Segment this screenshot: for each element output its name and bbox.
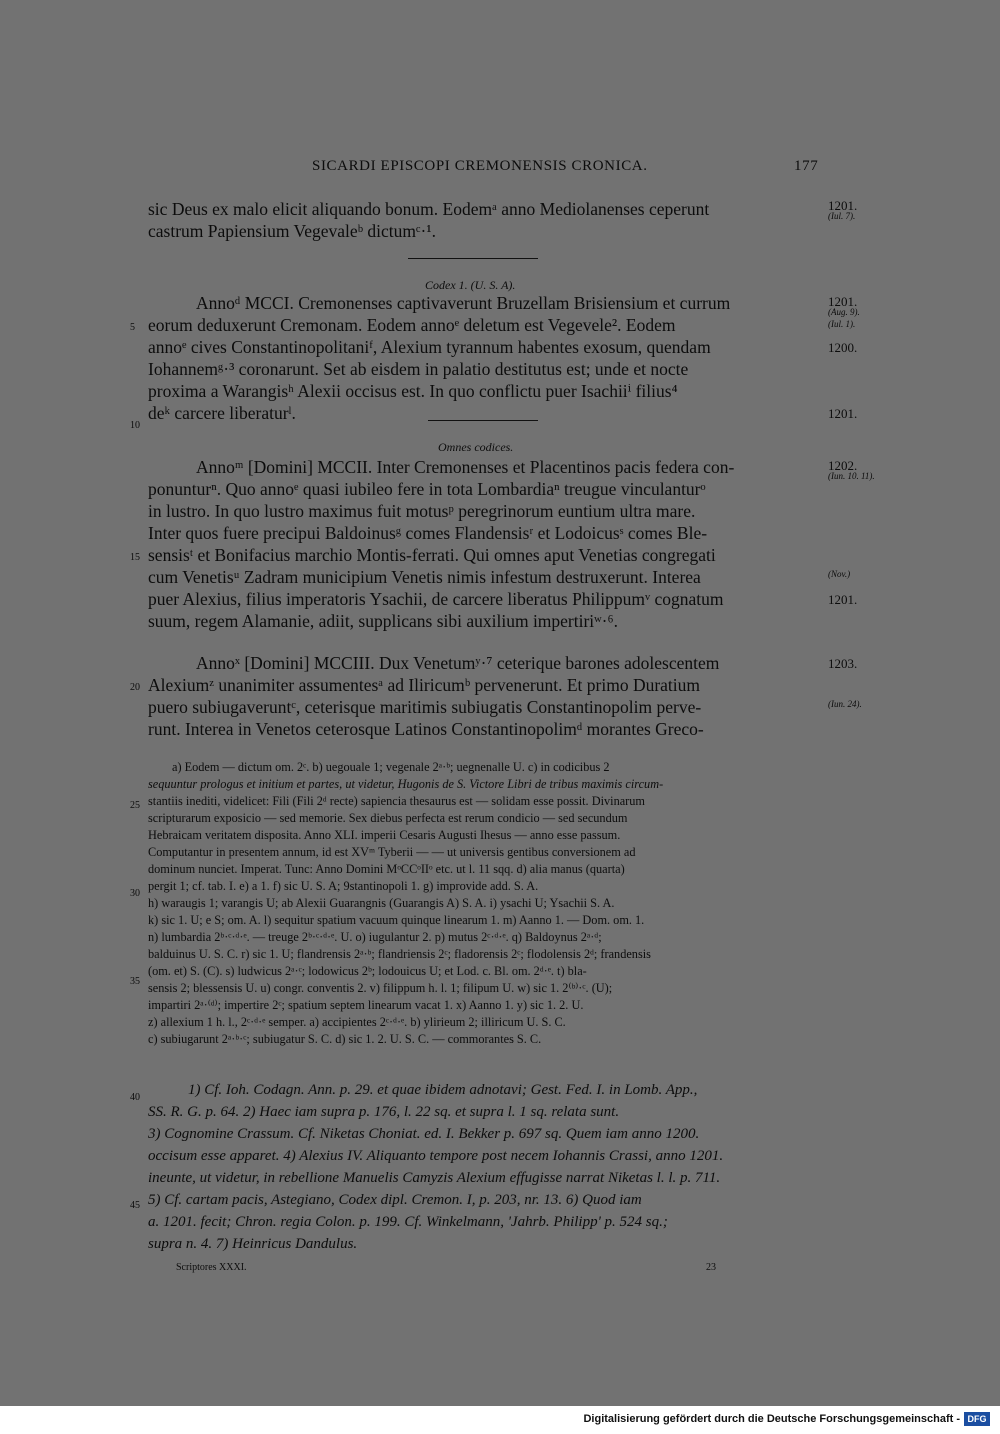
volume-label: Scriptores XXXI.	[176, 1262, 247, 1273]
critical-note: k) sic 1. U; e S; om. A. l) sequitur spatium vacuum quinque linearum 1. m) Aanno 1. — Dom. om. 1.	[148, 913, 645, 927]
body-line: Alexiumᶻ unanimiter assumentesᵃ ad Iliricumᵇ pervenerunt. Et primo Duratium	[148, 675, 701, 695]
critical-note: Hebraicam veritatem disposita. Anno XLI. imperii Cesaris Augusti Ihesus — anno esse passum.	[148, 828, 621, 842]
section-label: Omnes codices.	[438, 440, 514, 454]
footnote: a. 1201. fecit; Chron. regia Colon. p. 199. Cf. Winkelmann, 'Jahrb. Philipp' p. 524 sq.;	[148, 1214, 668, 1230]
line-number: 15	[130, 552, 140, 563]
body-line: ponunturⁿ. Quo annoᵉ quasi iubileo fere in tota Lombardiaⁿ treugue vinculanturᵒ	[148, 479, 706, 499]
body-line: runt. Interea in Venetos ceterosque Latinos Constantinopolimᵈ morantes Greco-	[148, 719, 704, 739]
body-line: Annoᵐ [Domini] MCCII. Inter Cremonenses et Placentinos pacis federa con-	[196, 457, 735, 477]
critical-note: z) allexium 1 h. l., 2ᶜ·ᵈ·ᵉ semper. a) accipientes 2ᶜ·ᵈ·ᵉ. b) ylirieum 2; illiricum U. S. C.	[148, 1015, 566, 1029]
margin-date: 1203.	[828, 656, 858, 671]
dfg-logo-icon: DFG	[964, 1412, 990, 1426]
critical-note: balduinus U. S. C. r) sic 1. U; flandrensis 2ᵃ·ᵇ; flandriensis 2ᶜ; fladorensis 2ᶜ; flodolensis 2ᵈ; frandensis	[148, 947, 651, 961]
signature-mark: 23	[706, 1262, 716, 1273]
line-number: 30	[130, 888, 140, 899]
critical-note: stantiis inediti, videlicet: Fili (Fili 2ᵈ recte) sapiencia thesaurus est — solidam esse possit. Divinarum	[148, 794, 645, 808]
critical-note: sensis 2; blessensis U. u) congr. conventis 2. v) filippum h. l. 1; filipum U. w) sic 1. 2⁽ᵇ⁾·ᶜ. (U);	[148, 981, 613, 995]
margin-date: (Iul. 1).	[828, 319, 856, 329]
critical-note: impartiri 2ᵃ·⁽ᵈ⁾; impertire 2ᶜ; spatium septem linearum vacat 1. x) Aanno 1. y) sic 1. 2. U.	[148, 998, 584, 1012]
section-separator	[428, 420, 538, 421]
body-line: castrum Papiensium Vegevaleᵇ dictumᶜ·¹.	[148, 221, 436, 241]
critical-note: Computantur in presentem annum, id est XVᵐ Tyberii — — ut universis gentibus conversionem ad	[148, 845, 636, 859]
line-number: 5	[130, 322, 135, 333]
critical-note: scripturarum exposicio — sed memorie. Sex diebus perfecta est rerum condicio — sed secundum	[148, 811, 628, 825]
margin-date: (Iun. 24).	[828, 699, 862, 709]
body-line: Annoᵈ MCCI. Cremonenses captivaverunt Bruzellam Brisiensium et currum	[196, 293, 731, 313]
critical-note: n) lumbardia 2ᵇ·ᶜ·ᵈ·ᵉ. — treuge 2ᵇ·ᶜ·ᵈ·ᵉ. U. o) iugulantur 2. p) mutus 2ᶜ·ᵈ·ᵉ. q) Baldoynus 2ᵃ·ᵈ;	[148, 930, 602, 944]
critical-note: (om. et) S. (C). s) ludwicus 2ᵃ·ᶜ; lodowicus 2ᵇ; lodouicus U; et Lod. c. Bl. om. 2ᵈ·ᵉ. t) bla-	[148, 964, 587, 978]
margin-date: (Nov.)	[828, 569, 851, 579]
section-label: Codex 1. (U. S. A).	[425, 278, 516, 292]
body-line: Inter quos fuere precipui Baldoinusᵍ comes Flandensisʳ et Lodoicusˢ comes Ble-	[148, 523, 708, 543]
funding-bar	[0, 1406, 1000, 1434]
critical-note: h) waraugis 1; varangis U; ab Alexii Guarangnis (Guarangis A) S. A. i) ysachi U; Ysachii S. A.	[148, 896, 615, 910]
body-line: proxima a Warangisʰ Alexii occisus est. In quo conflictu puer Isachiiⁱ filius⁴	[148, 381, 678, 401]
footnote: 3) Cognomine Crassum. Cf. Niketas Choniat. ed. I. Bekker p. 697 sq. Quem iam anno 1200.	[148, 1126, 700, 1142]
section-separator	[408, 258, 538, 259]
critical-note: sequuntur prologus et initium et partes, ut videtur, Hugonis de S. Victore Libri de tribus maximis circum-	[148, 777, 664, 791]
margin-date: 1201. (Iul. 7).	[828, 198, 858, 221]
margin-date: 1200.	[828, 340, 858, 355]
body-line: cum Venetisᵘ Zadram municipium Venetis nimis infestum destruxerunt. Interea	[148, 567, 701, 587]
body-line: puer Alexius, filius imperatoris Ysachii, de carcere liberatus Philippumᵛ cognatum	[148, 589, 724, 609]
body-line: deᵏ carcere liberaturˡ.	[148, 403, 296, 423]
footnote: ineunte, ut videtur, in rebellione Manuelis Camyzis Alexium effugisse narrat Niketas l. l. p. 711.	[148, 1170, 721, 1186]
critical-note: dominum nunciet. Imperat. Tunc: Anno Domini MᵒCCᵒIIᵒ etc. ut l. 11 sqq. d) alia manus (quarta)	[148, 862, 625, 876]
footnote: occisum esse apparet. 4) Alexius IV. Aliquanto tempore post necem Iohannis Crassi, anno 1201.	[148, 1148, 724, 1164]
body-line: puero subiugaveruntᶜ, ceterisque maritimis subiugatis Constantinopolim perve-	[148, 697, 702, 717]
margin-date: 1201.	[828, 406, 858, 421]
body-line: annoᵉ cives Constantinopolitaniᶠ, Alexium tyrannum habentes exosum, quendam	[148, 337, 711, 357]
footnote: 5) Cf. cartam pacis, Astegiano, Codex dipl. Cremon. I, p. 203, nr. 13. 6) Quod iam	[148, 1192, 642, 1208]
funding-text: Digitalisierung gefördert durch die Deutsche Forschungsgemeinschaft -	[583, 1413, 960, 1425]
footnote: supra n. 4. 7) Heinricus Dandulus.	[148, 1236, 358, 1252]
running-title: SICARDI EPISCOPI CREMONENSIS CRONICA.	[312, 158, 648, 174]
line-number: 10	[130, 420, 140, 431]
margin-date: 1202. (Iun. 10. 11).	[828, 458, 875, 481]
body-line: sic Deus ex malo elicit aliquando bonum. Eodemᵃ anno Mediolanenses ceperunt	[148, 199, 710, 219]
line-number: 45	[130, 1200, 140, 1211]
margin-date: 1201.	[828, 592, 858, 607]
body-line: Annoˣ [Domini] MCCIII. Dux Venetumʸ·⁷ ceterique barones adolescentem	[196, 653, 720, 673]
line-number: 20	[130, 682, 140, 693]
footnote: 1) Cf. Ioh. Codagn. Ann. p. 29. et quae ibidem adnotavi; Gest. Fed. I. in Lomb. App.,	[188, 1082, 698, 1098]
body-line: sensisᵗ et Bonifacius marchio Montis-ferrati. Qui omnes aput Venetias congregati	[148, 545, 716, 565]
margin-date: 1201. (Aug. 9).	[828, 294, 860, 317]
body-line: suum, regem Alamanie, adiit, supplicans sibi auxilium impertiriʷ·⁶.	[148, 611, 618, 631]
line-number: 35	[130, 976, 140, 987]
critical-note: pergit 1; cf. tab. I. e) a 1. f) sic U. S. A; 9stantinopoli 1. g) improvide add. S. A.	[148, 879, 539, 893]
footnote: SS. R. G. p. 64. 2) Haec iam supra p. 176, l. 22 sq. et supra l. 1 sq. relata sunt.	[148, 1104, 620, 1120]
line-number: 25	[130, 800, 140, 811]
body-line: Iohannemᵍ·³ coronarunt. Set ab eisdem in palatio destitutus est; unde et nocte	[148, 359, 689, 379]
body-line: eorum deduxerunt Cremonam. Eodem annoᵉ deletum est Vegevele². Eodem	[148, 315, 676, 335]
critical-note: a) Eodem — dictum om. 2ᶜ. b) uegouale 1; vegenale 2ᵃ·ᵇ; uegnenalle U. c) in codicibus 2	[172, 760, 610, 774]
critical-note: c) subiugarunt 2ᵃ·ᵇ·ᶜ; subiugatur S. C. d) sic 1. 2. U. S. C. — commorantes S. C.	[148, 1032, 542, 1046]
line-number: 40	[130, 1092, 140, 1103]
body-line: in lustro. In quo lustro maximus fuit motusᵖ peregrinorum euntium ultra mare.	[148, 501, 696, 521]
page-number: 177	[794, 158, 819, 174]
